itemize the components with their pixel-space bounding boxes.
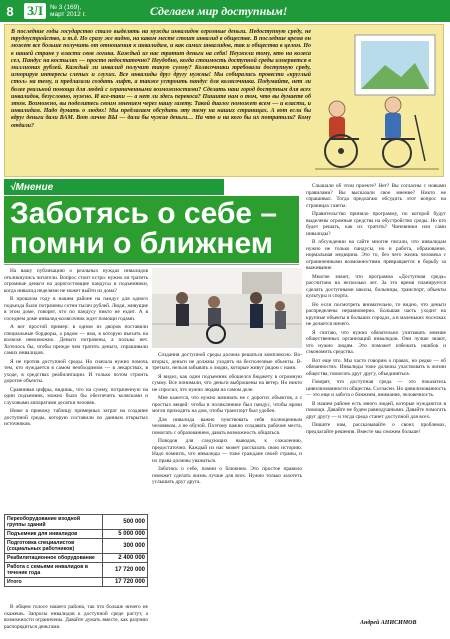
newspaper-logo: ЗЛ [24,3,46,19]
paragraph: Для инвалида важно чувствовать себя полноценным человеком, а не обузой. Поэтому важно создавать рабочие места, помогать с образованием, давать возможность общаться. [152,416,302,436]
paragraph: В обсуждении на сайте многие писали, что инвалидам нужно не только пандусы, но и работа, образование, нормальная медицина. Это то, без чего жизнь человека с ограниченными возможностями превращается в борьбу за выживание. [306,239,446,271]
table-row: Подъемник для инвалидов 5 000 000 [5,530,148,539]
paragraph: В общем голосе нашего района, так что больше ничего не скажешь. Запросы инвалидов к доступной среде растут, а возможности ограничены. Давайте думать вместе, как разумно распорядиться деньгами. [4,604,148,630]
issue-number: № 3 (169), [49,4,82,11]
paragraph: Слышали об этом проекте? Нет? Вы согласны с новыми правилами? Вы высказали свое мнение? Никто не спрашивал. Тогда предлагаю обсудить этот вопрос на страницах газеты. [306,183,446,209]
title-line-1: Заботясь о себе – [10,197,278,230]
paragraph: Я считаю, что нужно обязательно учитывать мнение общественных организаций инвалидов. Они лучше знают, что нужно людям. Это поможет избежать ошибок и сэкономить средства. [306,329,446,355]
intro-text: В последние годы государство стало выделять на нужды инвалидов огромные деньги. Недоступную среду, не трудоустройство, и т.д. Но сразу же видно, на каком месте стоит инвалид в обществе. В последние время он может все больше получить от отношения к инвалидам, и как самих инвалидов, так и общества в целом. Но в нашей стране у власти своя логика. Каждый из нас тратит деньги на себя! Неужели тому, кто на колеса сел, Пандус на костылях — просто недостаточно? Неудобно, когда стоимость доступной среды измеряется в миллионах рублей. Каждый ли инвалид получит такую сумму? Колясочники требовали доступную среду, игнорируя интересы слепых и глухих. Все инвалиды друг другу нужны! Мы собирались провести «круглый стол» на тему, и предлагали создать лифт, а также устроить пандус для колясочника. Подумайте, нет ли более реальной помощи для людей с ограниченными возможностями? Сделать наш город доступным для всех инвалидов, безусловно, нужно. И все-таки — а нет ли здесь перекоса? Пишите нам о том, что вы думаете об этом. Возможно, вы поделитесь своим мнением через нашу газету. Такой диалог поможет всем — и власти, и инвалидам. Надо думать о людях! Мы предлагаем обсудить эту тему на наших страницах. А вот если бы вдруг деньги дали ВАМ. Вот лично ВЫ — дали бы чужие деньги… На что и на кого бы их потратили? Кому отдали? [11,29,311,129]
paragraph: Я видел, как один подъемник обошелся бюджету в огромную сумму. Все понимали, что деньги выброшены на ветер. Но никто не спросил, что нужно людям на самом деле. [152,373,302,393]
opinion-label: √Мнение [4,179,224,195]
article-column-3 [306,183,446,616]
article-column-1-end [4,604,148,636]
paragraph: Многие знают, что программа «Доступная среда» рассчитана на несколько лет. За это время планируется сделать доступными школы, больницы, транспорт, объекты культуры и спорта. [306,273,446,299]
paragraph: На вашу публикацию о реальных нуждах инвалидов откликнулись читатели. Вопрос стоит остро: нужно ли тратить огромные деньги на дорогостоящие пандусы и подъемники, когда инвалид неделями не может выйти из дома? [4,268,148,294]
page-number: 8 [6,3,14,19]
table-row: Итого 17 720 000 [5,578,148,587]
paragraph: Правительство приняло программу, по которой будут выделены огромные средства на обустройство среды. Но кто будет решать, как их тратить? Чиновники или сами инвалиды? [306,211,446,237]
table-row: Работа с семьями инвалидов в течение года 17 720 000 [5,563,148,578]
paragraph: Пишите нам, рассказывайте о своих проблемах, предлагайте решения. Вместе мы сможем больше! [306,422,446,435]
table-row: Переоборудование входной группы зданий 500 000 [5,515,148,530]
divider [4,264,299,265]
intro-box [4,24,444,177]
article-title [4,196,299,263]
issue-date: март 2012 г. [49,11,86,18]
article-column-1 [4,268,148,511]
paragraph: Поводов для следующих выводов, к сожалению, предостаточно. Каждый из нас может рассказать свою историю. Надо помнить, что инвалиды — тоже граждане своей страны, и их права должны уважаться. [152,438,302,464]
paragraph: Заботясь о себе, помни о ближнем. Это простое правило поможет сделать жизнь лучше для всех. Нужно только захотеть услышать друг друга. [152,466,302,485]
page-header [0,0,450,22]
paragraph: В прошлом году в нашем районе на пандус для одного подъезда были потрачены сотни тысяч рублей. Люди, живущие в этом доме, говорят, что по пандусу никто не ездит. А в соседнем доме инвалид-колясочник ждет помощи годами. [4,296,148,322]
paragraph: Сравнивая цифры, видишь, что на сумму, потраченную на один подъемник, можно было бы обеспечить колясками и слуховыми аппаратами десятки человек. [4,386,148,406]
paragraph: Создания доступной среды должна решаться комплексно. Во-вторых, деньги не должны уходить на бесполезные объекты. В-третьих, нельзя забывать о людях, которые живут рядом с нами. [152,352,302,371]
wheelchair-illustration [315,31,439,173]
cost-table [4,514,148,587]
paragraph: Вот еще что. Мы часто говорим о правах, но редко — об обязанностях. Инвалиды тоже должны участвовать в жизни общества, помогать друг другу, объединяться. [306,357,446,377]
paragraph: Но если посмотреть внимательно, то видно, что деньги распределены неравномерно. Большая часть уходит на крупные объекты в больших городах, а в маленьких поселках не делается ничего. [306,301,446,327]
paragraph: Мне кажется, что нужно начинать не с дорогих объектов, а с простых вещей: чтобы в поликлинике был пандус, чтобы врачи могли приходить на дом, чтобы транспорт был удобен. [152,395,302,414]
paragraph: В нашем районе есть много людей, которые нуждаются в помощи. Давайте не будем равнодушными. Давайте помогать друг другу — и тогда среда станет доступной для всех. [306,400,446,420]
article-column-2 [152,352,302,619]
table-row: Подготовка специалистов (социальных работников) 300 000 [5,539,148,554]
paragraph: Ниже я привожу таблицу примерных затрат на создание доступной среды, которую составили по данным открытых источников. [4,408,148,427]
article-photo [152,268,302,348]
paragraph: А вот простой пример: в одном из дворов поставили специальные бордюры, а рядом — яма, в которую въехать на коляске невозможно. Деньги потрачены, а пользы нет. Хотелось бы, чтобы прежде чем тратить деньги, спрашивали самих инвалидов. [4,324,148,356]
table-row: Реабилитационное оборудование 2 400 000 [5,554,148,563]
paragraph: Говорят, что доступная среда — это показатель цивилизованности общества. Согласен. Но цивилизованность — это еще и забота о ближнем, внимание, человечность. [306,379,446,398]
author-signature: Андрей АНИСИМОВ [360,620,417,626]
paragraph: Я не против доступной среды. Но сначала нужно помочь тем, кто нуждается в самом необходимом — в лекарствах, в уходе, в средствах реабилитации. И только потом строить дорогие объекты. [4,358,148,384]
header-slogan: Сделаем мир доступным! [149,3,288,18]
title-line-2: помни о ближнем [10,227,273,260]
issue-info [50,4,96,18]
